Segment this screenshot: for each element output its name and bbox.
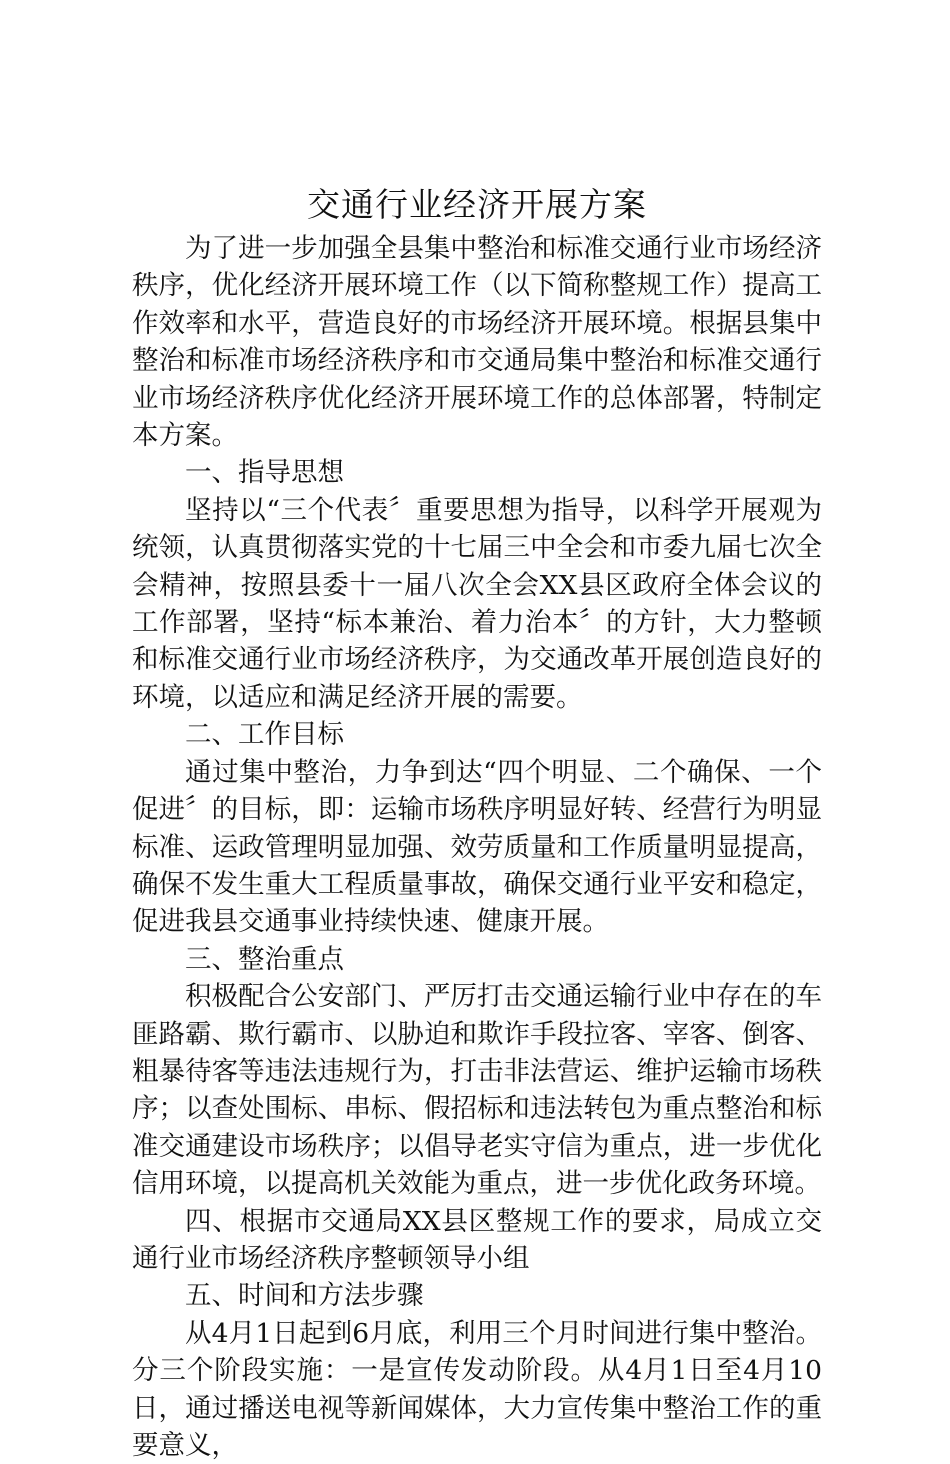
section-body-5: 从4月1日起到6月底，利用三个月时间进行集中整治。分三个阶段实施：一是宣传发动阶段。从4月1日至4月10日，通过播送电视等新闻媒体，大力宣传集中整治工作的重要意义， <box>132 1317 822 1461</box>
section-heading-4: 四、根据市交通局XX县区整规工作的要求，局成立交通行业市场经济秩序整顿领导小组 <box>132 1205 822 1274</box>
section-heading-5: 五、时间和方法步骤 <box>185 1280 424 1312</box>
section-body-3: 积极配合公安部门、严厉打击交通运输行业中存在的车匪路霸、欺行霸市、以胁迫和欺诈手段拉客、宰客、倒客、粗暴待客等违法违规行为，打击非法营运、维护运输市场秩序；以查处围标、串标、假招标和违法转包为重点整治和标准交通建设市场秩序；以倡导老实守信为重点，进一步优化信用环境，以提高机关效能为重点，进一步优化政务环境。 <box>132 981 822 1200</box>
intro-paragraph: 为了进一步加强全县集中整治和标准交通行业市场经济秩序，优化经济开展环境工作（以下简称整规工作）提高工作效率和水平，营造良好的市场经济开展环境。根据县集中整治和标准市场经济秩序和市交通局集中整治和标准交通行业市场经济秩序优化经济开展环境工作的总体部署，特制定本方案。 <box>132 233 822 452</box>
section-body-2: 通过集中整治，力争到达“四个明显、二个确保、一个促进〞的目标，即：运输市场秩序明显好转、经营行为明显标准、运政管理明显加强、效劳质量和工作质量明显提高，确保不发生重大工程质量事故，确保交通行业平安和稳定，促进我县交通事业持续快速、健康开展。 <box>132 756 822 938</box>
document-title: 交通行业经济开展方案 <box>307 185 647 224</box>
section-heading-1: 一、指导思想 <box>185 457 344 489</box>
section-heading-2: 二、工作目标 <box>185 719 344 751</box>
section-heading-3: 三、整治重点 <box>185 943 344 975</box>
document-page <box>132 180 822 1464</box>
section-body-1: 坚持以“三个代表〞重要思想为指导，以科学开展观为统领，认真贯彻落实党的十七届三中全会和市委九届七次全会精神，按照县委十一届八次全会XX县区政府全体会议的工作部署，坚持“标本兼治、着力治本〞的方针，大力整顿和标准交通行业市场经济秩序，为交通改革开展创造良好的环境，以适应和满足经济开展的需要。 <box>132 494 822 713</box>
